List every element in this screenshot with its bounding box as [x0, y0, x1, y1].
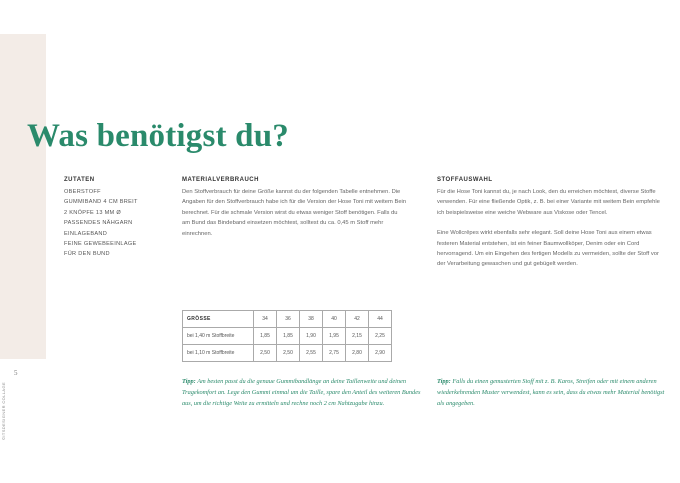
tip-label: Tipp: — [437, 378, 451, 385]
stoffauswahl-paragraph-2: Eine Wollcrêpes wirkt ebenfalls sehr elegant. Soll deine Hose Toni aus einem etwas festeren Material entstehen, ist ein feiner Baumwollköper, Denim oder ein Cord hervorragend. Um ein Eingehen des fertigen Modells zu vermeiden, sollte der Stoff vor der Verarbeitung gewaschen und gut gebügelt werden. — [437, 230, 659, 268]
credit-text: ©ITSDESIGNER COLLAGE — [1, 381, 6, 440]
table-row-label: bei 1,40 m Stoffbreite — [183, 328, 254, 345]
table-cell: 2,75 — [323, 345, 346, 362]
fabric-consumption-table — [182, 310, 392, 362]
table-header-size: 36 — [277, 311, 300, 328]
table-header-size: 44 — [369, 311, 392, 328]
table-header-row — [183, 311, 392, 328]
table-cell: 2,50 — [254, 345, 277, 362]
materialverbrauch-section — [182, 177, 407, 239]
table-cell: 1,85 — [254, 328, 277, 345]
tip-muster — [437, 377, 665, 409]
tip-gummiband — [182, 377, 422, 409]
list-item: GUMMIBAND 4 CM BREIT — [64, 199, 138, 206]
zutaten-section — [64, 177, 169, 260]
stoffauswahl-section — [437, 177, 665, 270]
table-row — [183, 328, 392, 345]
materialverbrauch-heading: MATERIALVERBRAUCH — [182, 177, 259, 183]
table-header-size: 40 — [323, 311, 346, 328]
tip-text: Am besten passt du die genaue Gummibandlänge an deine Taillenweite und deinen Tragekomfort an. Lege den Gummi einmal um die Taille, spare den Anteil des weiteren Bundes aus, um die richtige Weite zu ermitteln und rechne noch 2 cm Nahtzugabe hinzu. — [182, 378, 421, 407]
list-item: OBERSTOFF — [64, 189, 101, 195]
table-header-size: 34 — [254, 311, 277, 328]
page-title: Was benötigst du? — [27, 118, 289, 154]
page-number: 5 — [14, 369, 18, 377]
table-row — [183, 345, 392, 362]
zutaten-list — [64, 187, 169, 260]
table-cell: 1,90 — [300, 328, 323, 345]
table-header-label: GRÖSSE — [183, 311, 254, 328]
table-cell: 1,95 — [323, 328, 346, 345]
list-item: FÜR DEN BUND — [64, 251, 110, 258]
table-row-label: bei 1,10 m Stoffbreite — [183, 345, 254, 362]
table-cell: 2,80 — [346, 345, 369, 362]
stoffauswahl-heading: STOFFAUSWAHL — [437, 177, 493, 183]
table-cell: 1,85 — [277, 328, 300, 345]
list-item: EINLAGEBAND — [64, 230, 108, 237]
materialverbrauch-text: Den Stoffverbrauch für deine Größe kannst du der folgenden Tabelle entnehmen. Die Angaben für den Stoffverbrauch habe ich für die Version der Hose Toni mit weitem Bein berechnet. Für die schmale Version wirst du etwas weniger Stoff benötigen. Falls du am Bund das Bindeband einsetzen möchtest, solltest du ca. 0,45 m Stoff mehr einrechnen. — [182, 189, 407, 237]
stoffauswahl-paragraph-1: Für die Hose Toni kannst du, je nach Look, den du erreichen möchtest, diverse Stoffe verwenden. Für eine fließende Optik, z. B. bei einer Variante mit weitem Bein empfehle ich beispielsweise eine weiche Webware aus Viskose oder Tencel. — [437, 189, 660, 216]
table-cell: 2,90 — [369, 345, 392, 362]
side-color-band — [0, 34, 46, 359]
list-item: FEINE GEWEBEEINLAGE — [64, 241, 137, 248]
table-cell: 2,55 — [300, 345, 323, 362]
table-cell: 2,15 — [346, 328, 369, 345]
tip-label: Tipp: — [182, 378, 196, 385]
list-item: 2 KNÖPFE 13 MM Ø — [64, 209, 122, 216]
table-header-size: 42 — [346, 311, 369, 328]
zutaten-heading: ZUTATEN — [64, 177, 95, 183]
tip-text: Falls du einen gemusterten Stoff mit z. B. Karos, Streifen oder mit einem anderen wiederkehrenden Muster verwendest, kann es sein, dass du etwas mehr Material benötigst als angegeben. — [437, 378, 665, 407]
list-item: PASSENDES NÄHGARN — [64, 220, 133, 227]
table-cell: 2,25 — [369, 328, 392, 345]
table-cell: 2,50 — [277, 345, 300, 362]
table-header-size: 38 — [300, 311, 323, 328]
